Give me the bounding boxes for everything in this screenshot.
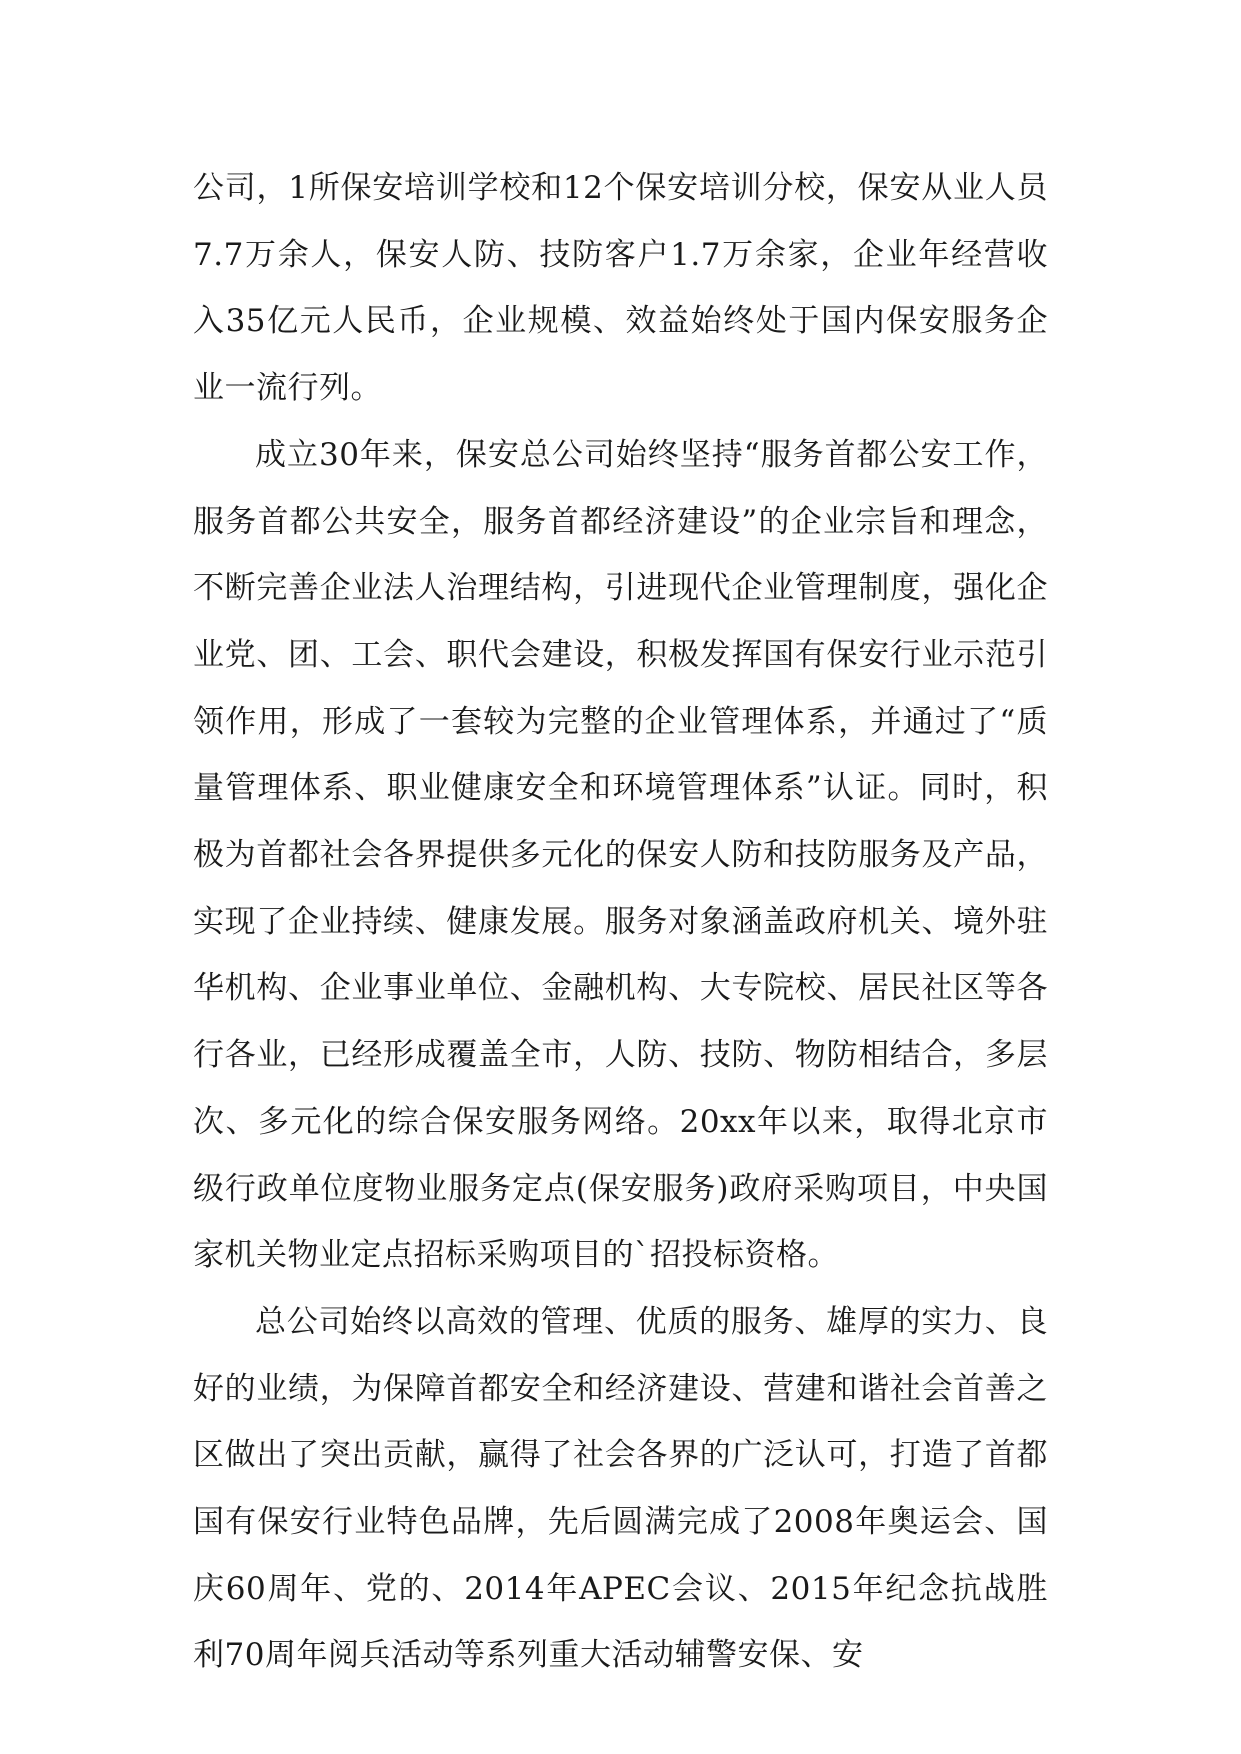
paragraph-continuation: 公司，1所保安培训学校和12个保安培训分校，保安从业人员7.7万余人，保安人防、技防客户1.7万余家，企业年经营收入35亿元人民币，企业规模、效益始终处于国内保安服务企业一流行列。	[193, 170, 1048, 407]
paragraph-achievements: 总公司始终以高效的管理、优质的服务、雄厚的实力、良好的业绩，为保障首都安全和经济建设、营建和谐社会首善之区做出了突出贡献，赢得了社会各界的广泛认可，打造了首都国有保安行业特色品牌，先后圆满完成了2008年奥运会、国庆60周年、党的、2014年APEC会议、2015年纪念抗战胜利70周年阅兵活动等系列重大活动辅警安保、安	[193, 1303, 1048, 1674]
paragraph-company-history: 成立30年来，保安总公司始终坚持“服务首都公安工作，服务首都公共安全，服务首都经济建设”的企业宗旨和理念，不断完善企业法人治理结构，引进现代企业管理制度，强化企业党、团、工会、职代会建设，积极发挥国有保安行业示范引领作用，形成了一套较为完整的企业管理体系，并通过了“质量管理体系、职业健康安全和环境管理体系”认证。同时，积极为首都社会各界提供多元化的保安人防和技防服务及产品，实现了企业持续、健康发展。服务对象涵盖政府机关、境外驻华机构、企业事业单位、金融机构、大专院校、居民社区等各行各业，已经形成覆盖全市，人防、技防、物防相结合，多层次、多元化的综合保安服务网络。20xx年以来，取得北京市级行政单位度物业服务定点(保安服务)政府采购项目，中央国家机关物业定点招标采购项目的`招投标资格。	[193, 436, 1048, 1274]
document-body	[193, 155, 1048, 1689]
